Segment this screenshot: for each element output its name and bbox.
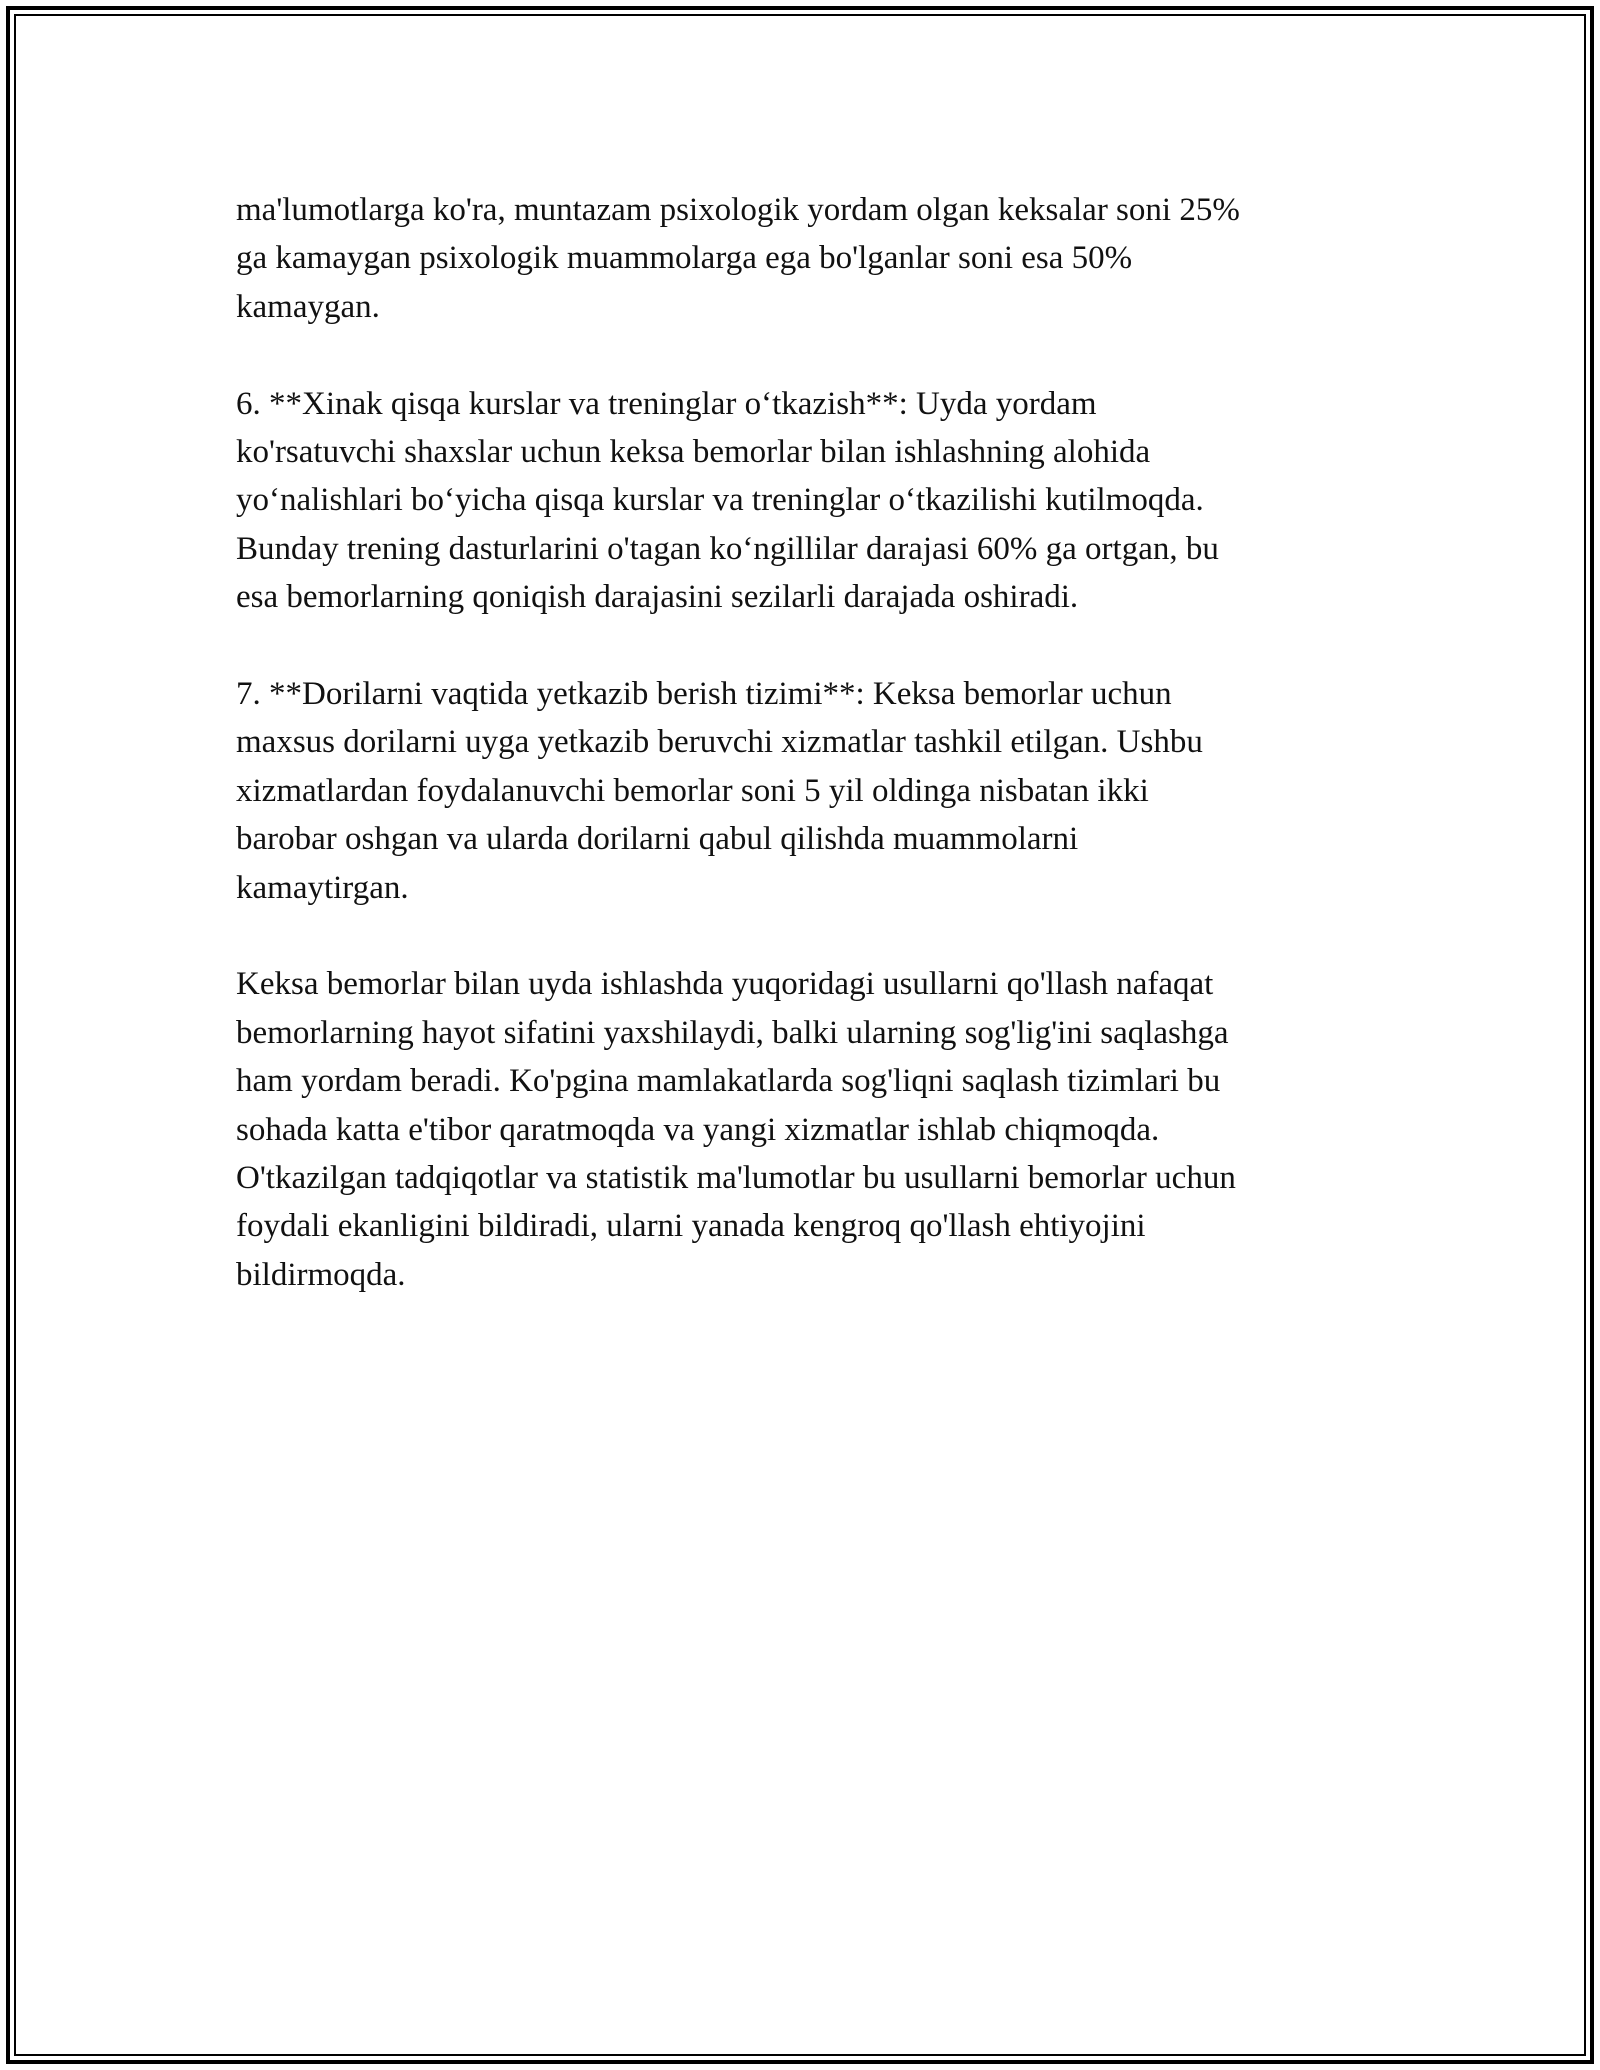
text-line: yo‘nalishlari bo‘yicha qisqa kurslar va treninglar o‘tkazilishi kutilmoqda. xyxy=(236,482,1204,519)
text-line: sohada katta e'tibor qaratmoqda va yangi xizmatlar ishlab chiqmoqda. xyxy=(236,1111,1160,1148)
paragraph-spacer xyxy=(236,622,1364,670)
paragraph-conclusion xyxy=(236,960,1364,1299)
text-line: bildirmoqda. xyxy=(236,1256,406,1293)
text-line: O'tkazilgan tadqiqotlar va statistik ma'lumotlar bu usullarni bemorlar uchun xyxy=(236,1160,1236,1197)
text-line: Keksa bemorlar bilan uyda ishlashda yuqoridagi usullarni qo'llash nafaqat xyxy=(236,966,1214,1003)
document-body xyxy=(236,186,1364,1299)
text-line: Bunday trening dasturlarini o'tagan ko‘ngillilar darajasi 60% ga ortgan, bu xyxy=(236,530,1219,567)
text-line: 7. **Dorilarni vaqtida yetkazib berish tizimi**: Keksa bemorlar uchun xyxy=(236,676,1172,713)
text-line: kamaygan. xyxy=(236,288,380,325)
paragraph-spacer xyxy=(236,331,1364,379)
text-line: ko'rsatuvchi shaxslar uchun keksa bemorlar bilan ishlashning alohida xyxy=(236,434,1151,471)
text-line: ma'lumotlarga ko'ra, muntazam psixologik yordam olgan keksalar soni 25% xyxy=(236,192,1240,228)
text-line: bemorlarning hayot sifatini yaxshilaydi, balki ularning sog'lig'ini saqlashga xyxy=(236,1014,1229,1051)
text-line: 6. **Xinak qisqa kurslar va treninglar o‘tkazish**: Uyda yordam xyxy=(236,385,1097,422)
text-line: ga kamaygan psixologik muammolarga ega bo'lganlar soni esa 50% xyxy=(236,240,1133,277)
paragraph-statistics-continuation xyxy=(236,186,1364,331)
text-line: foydali ekanligini bildiradi, ularni yanada kengroq qo'llash ehtiyojini xyxy=(236,1208,1146,1245)
paragraph-item-6 xyxy=(236,380,1364,622)
text-line: xizmatlardan foydalanuvchi bemorlar soni 5 yil oldinga nisbatan ikki xyxy=(236,772,1149,809)
text-line: kamaytirgan. xyxy=(236,869,409,906)
text-line: ham yordam beradi. Ko'pgina mamlakatlarda sog'liqni saqlash tizimlari bu xyxy=(236,1063,1221,1100)
text-line: maxsus dorilarni uyga yetkazib beruvchi xizmatlar tashkil etilgan. Ushbu xyxy=(236,724,1203,761)
paragraph-item-7 xyxy=(236,670,1364,912)
paragraph-spacer xyxy=(236,912,1364,960)
text-line: barobar oshgan va ularda dorilarni qabul qilishda muammolarni xyxy=(236,821,1079,858)
text-line: esa bemorlarning qoniqish darajasini sezilarli darajada oshiradi. xyxy=(236,579,1079,616)
